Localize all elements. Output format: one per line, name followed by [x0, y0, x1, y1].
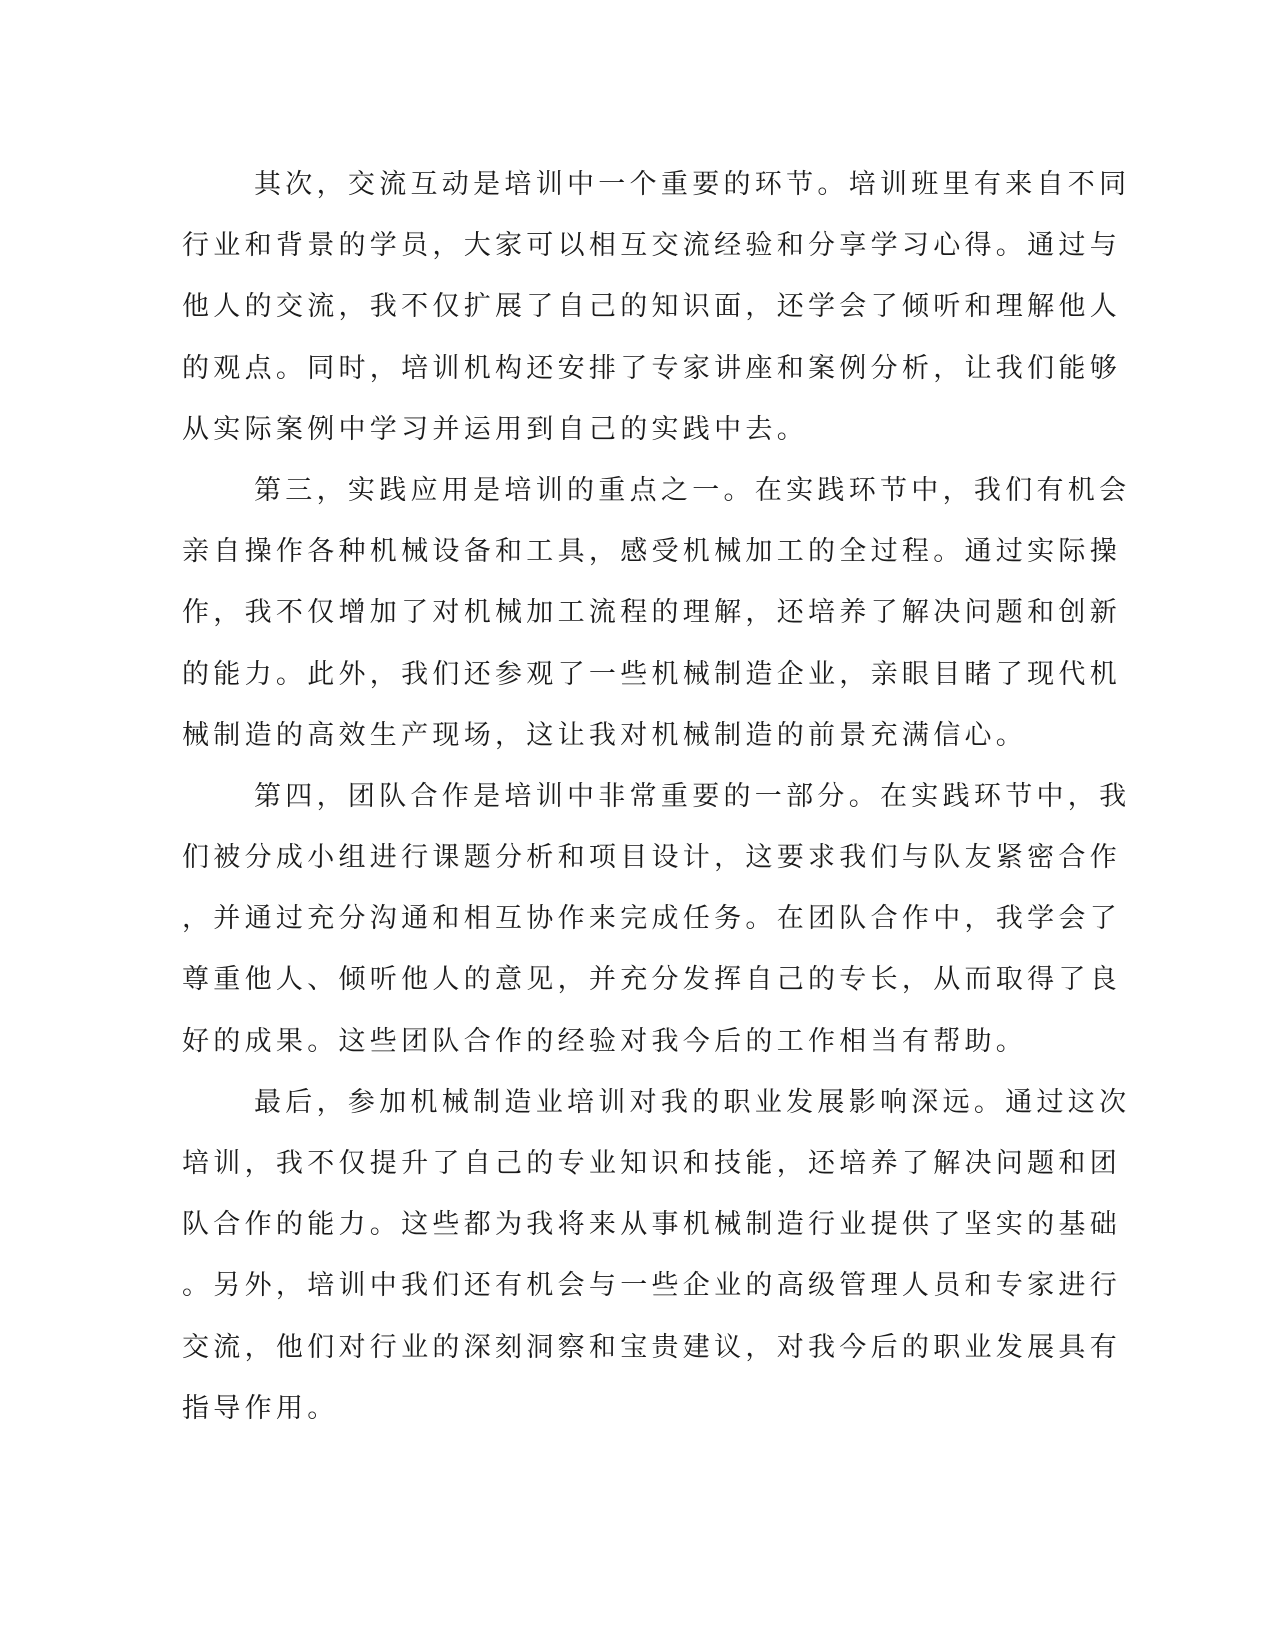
- paragraph-3-line-4: 尊重他人、倾听他人的意见，并充分发挥自己的专长，从而取得了良: [182, 964, 1121, 996]
- paragraph-1-line-1: 其次，交流互动是培训中一个重要的环节。培训班里有来自不同: [254, 169, 1131, 200]
- paragraph-1-line-3: 他人的交流，我不仅扩展了自己的知识面，还学会了倾听和理解他人: [182, 291, 1121, 323]
- document-body: [182, 154, 1131, 1439]
- paragraph-4-line-3: 队合作的能力。这些都为我将来从事机械制造行业提供了坚实的基础: [182, 1209, 1121, 1241]
- paragraph-3-line-2: 们被分成小组进行课题分析和项目设计，这要求我们与队友紧密合作: [182, 842, 1121, 874]
- paragraph-3-line-1: 第四，团队合作是培训中非常重要的一部分。在实践环节中，我: [254, 780, 1131, 812]
- paragraph-2-line-4: 的能力。此外，我们还参观了一些机械制造企业，亲眼目睹了现代机: [182, 658, 1121, 690]
- paragraph-1-line-4: 的观点。同时，培训机构还安排了专家讲座和案例分析，让我们能够: [182, 352, 1121, 384]
- paragraph-3-line-3: ，并通过充分沟通和相互协作来完成任务。在团队合作中，我学会了: [182, 903, 1121, 935]
- paragraph-4-line-2: 培训，我不仅提升了自己的专业知识和技能，还培养了解决问题和团: [182, 1148, 1121, 1179]
- paragraph-4-line-5: 交流，他们对行业的深刻洞察和宝贵建议，对我今后的职业发展具有: [182, 1331, 1121, 1363]
- paragraph-2-line-1: 第三，实践应用是培训的重点之一。在实践环节中，我们有机会: [254, 474, 1131, 506]
- paragraph-4-line-4: 。另外，培训中我们还有机会与一些企业的高级管理人员和专家进行: [182, 1270, 1121, 1302]
- paragraph-2-line-3: 作，我不仅增加了对机械加工流程的理解，还培养了解决问题和创新: [182, 597, 1121, 629]
- paragraph-1-line-2: 行业和背景的学员，大家可以相互交流经验和分享学习心得。通过与: [182, 230, 1121, 262]
- paragraph-1-line-5: 从实际案例中学习并运用到自己的实践中去。: [182, 413, 808, 445]
- paragraph-3-line-5: 好的成果。这些团队合作的经验对我今后的工作相当有帮助。: [182, 1025, 1028, 1057]
- paragraph-2-line-2: 亲自操作各种机械设备和工具，感受机械加工的全过程。通过实际操: [182, 536, 1121, 568]
- paragraph-4-line-6: 指导作用。: [182, 1392, 339, 1424]
- paragraph-2-line-5: 械制造的高效生产现场，这让我对机械制造的前景充满信心。: [182, 719, 1028, 751]
- paragraph-4-line-1: 最后，参加机械制造业培训对我的职业发展影响深远。通过这次: [254, 1086, 1131, 1118]
